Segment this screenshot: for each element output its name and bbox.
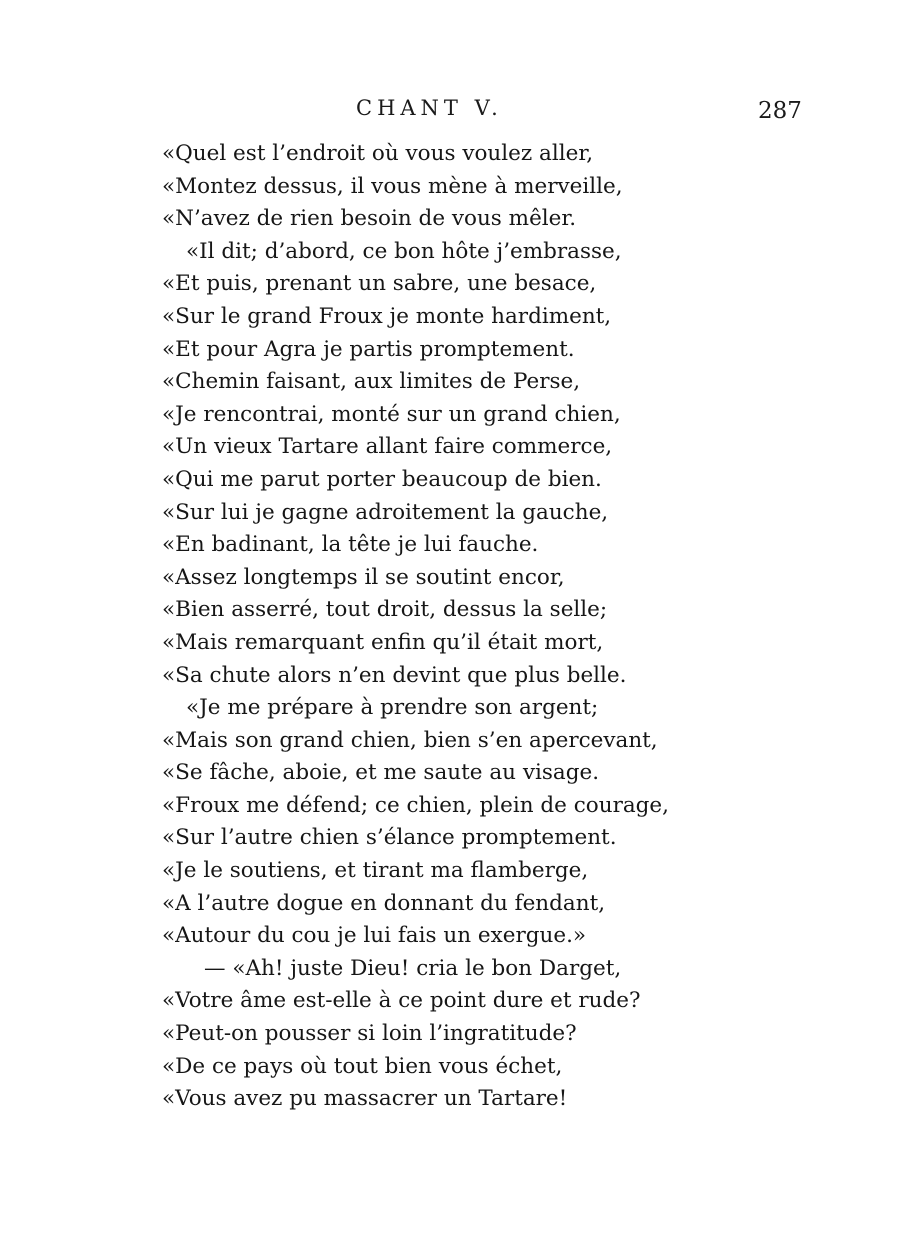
- verse-line: «Sur l’autre chien s’élance promptement.: [162, 825, 617, 851]
- verse-line: «Montez dessus, il vous mène à merveille,: [162, 173, 623, 199]
- verse-line: «En badinant, la tête je lui fauche.: [162, 532, 539, 558]
- verse-line: «Qui me parut porter beaucoup de bien.: [162, 466, 602, 492]
- verse-line: «Votre âme est-elle à ce point dure et rude?: [162, 988, 641, 1014]
- verse-line: «Froux me défend; ce chien, plein de courage,: [162, 792, 669, 818]
- verse-line: «Assez longtemps il se soutint encor,: [162, 564, 565, 590]
- verse-line: «Et pour Agra je partis promptement.: [162, 336, 575, 362]
- verse-line: «N’avez de rien besoin de vous mêler.: [162, 206, 577, 232]
- verse-line: «Bien asserré, tout droit, dessus la selle;: [162, 597, 608, 623]
- verse-line: «A l’autre dogue en donnant du fendant,: [162, 890, 606, 916]
- verse-line: «Sur le grand Froux je monte hardiment,: [162, 303, 612, 329]
- verse-line: «Un vieux Tartare allant faire commerce,: [162, 434, 613, 460]
- verse-line: «De ce pays où tout bien vous échet,: [162, 1053, 563, 1079]
- verse-line: «Chemin faisant, aux limites de Perse,: [162, 369, 581, 395]
- verse-line: «Et puis, prenant un sabre, une besace,: [162, 271, 597, 297]
- verse-line: «Je me prépare à prendre son argent;: [186, 695, 599, 721]
- verse-block: [162, 138, 762, 1116]
- page-number: 287: [758, 98, 802, 124]
- verse-line: — «Ah! juste Dieu! cria le bon Darget,: [204, 955, 622, 981]
- verse-line: «Mais remarquant enfin qu’il était mort,: [162, 629, 604, 655]
- verse-line: «Je le soutiens, et tirant ma flamberge,: [162, 858, 589, 884]
- verse-line: «Sur lui je gagne adroitement la gauche,: [162, 499, 609, 525]
- verse-line: «Mais son grand chien, bien s’en apercevant,: [162, 727, 658, 753]
- verse-line: «Sa chute alors n’en devint que plus belle.: [162, 662, 627, 688]
- verse-line: «Vous avez pu massacrer un Tartare!: [162, 1086, 568, 1112]
- verse-line: «Se fâche, aboie, et me saute au visage.: [162, 760, 600, 786]
- verse-line: «Peut-on pousser si loin l’ingratitude?: [162, 1021, 577, 1047]
- verse-line: «Quel est l’endroit où vous voulez aller,: [162, 141, 594, 166]
- running-title: CHANT V.: [356, 96, 503, 120]
- verse-line: «Il dit; d’abord, ce bon hôte j’embrasse,: [186, 238, 622, 264]
- verse-line: «Je rencontrai, monté sur un grand chien,: [162, 401, 621, 427]
- verse-line: «Autour du cou je lui fais un exergue.»: [162, 923, 587, 949]
